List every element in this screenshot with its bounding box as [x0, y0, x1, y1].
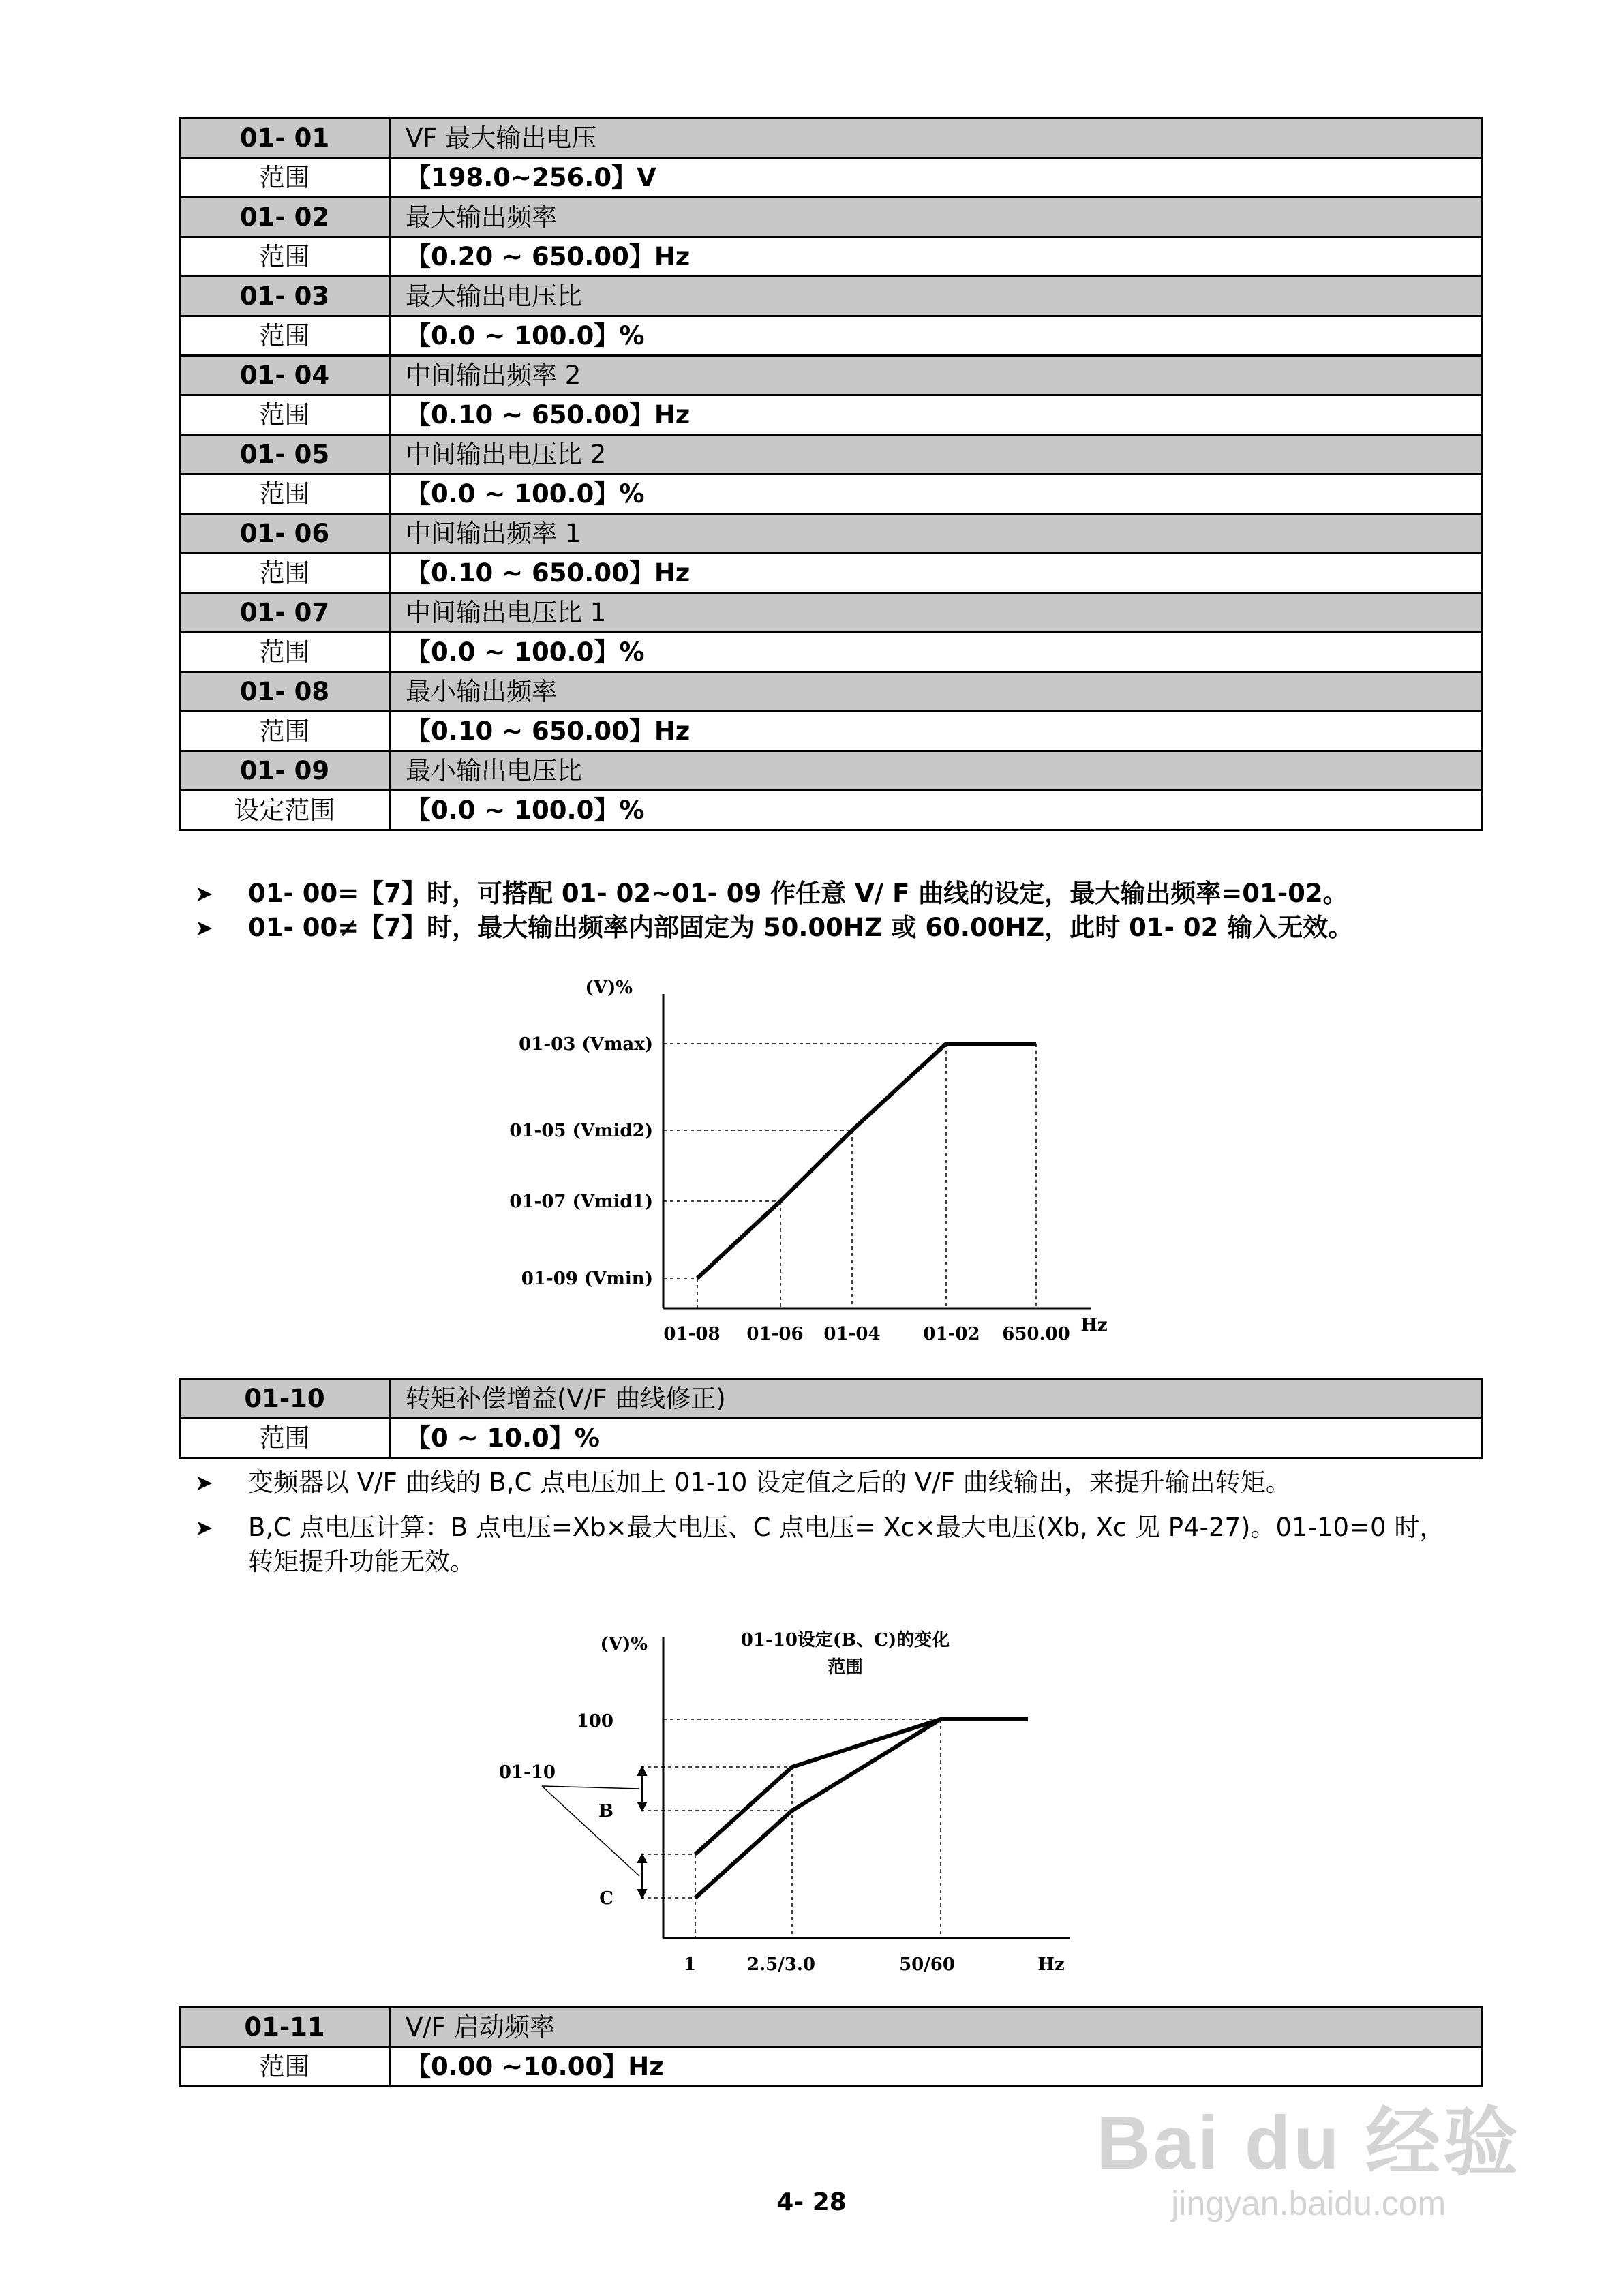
range-label: 范围 [180, 712, 390, 751]
arrow-bullet-icon: ➤ [195, 915, 213, 941]
note-item [179, 877, 1483, 911]
param-header-row [180, 751, 1483, 791]
page-number: 4- 28 [776, 2188, 847, 2216]
param-range-row [180, 633, 1483, 672]
x-label-2-5: 2.5/3.0 [747, 1954, 815, 1975]
param-range-row [180, 395, 1483, 435]
param-name: VF 最大输出电压 [390, 119, 1483, 158]
guide-lines [641, 1719, 941, 1938]
note-text: 变频器以 V/F 曲线的 B,C 点电压加上 01-10 设定值之后的 V/F 曲线输出，来提升输出转矩。 [248, 1468, 1291, 1497]
boost-arrows [638, 1767, 646, 1898]
param-code: 01- 08 [180, 672, 390, 712]
param-code: 01- 06 [180, 514, 390, 554]
label-b: B [598, 1801, 613, 1822]
vf-curve-chart [491, 968, 1138, 1363]
param-name: 中间输出电压比 2 [390, 435, 1483, 474]
range-value: 【0.0 ~ 100.0】% [390, 474, 1483, 514]
param-table-01-01-to-01-09 [179, 117, 1483, 831]
param-header-row [180, 435, 1483, 474]
param-code: 01- 01 [180, 119, 390, 158]
range-value: 【198.0~256.0】V [390, 158, 1483, 198]
callout-lines [542, 1786, 639, 1876]
y-label-vmax: 01-03 (Vmax) [519, 1034, 653, 1055]
param-table-body [180, 119, 1483, 830]
x-label-50-60: 50/60 [899, 1954, 955, 1975]
range-value: 【0.0 ~ 100.0】% [390, 316, 1483, 356]
x-unit-label: Hz [1037, 1954, 1065, 1975]
param-code: 01- 07 [180, 593, 390, 633]
note-item [179, 1511, 1483, 1579]
label-c: C [599, 1888, 613, 1909]
range-label: 范围 [180, 633, 390, 672]
x-label-0104: 01-04 [823, 1324, 881, 1344]
param-header-row [180, 593, 1483, 633]
x-label-1: 1 [683, 1954, 697, 1975]
param-range-row [180, 158, 1483, 198]
param-header-row [180, 119, 1483, 158]
range-label: 设定范围 [180, 791, 390, 830]
chart-title: 01-10设定(B、C)的变化 [740, 1630, 950, 1650]
x-label-0102: 01-02 [923, 1324, 980, 1344]
param-name: 最大输出电压比 [390, 277, 1483, 316]
watermark-brand: Bai du 经验 [1096, 2101, 1521, 2185]
x-unit-label: Hz [1080, 1315, 1108, 1335]
param-header-row [180, 198, 1483, 237]
param-header-row [180, 2008, 1483, 2047]
range-value: 【0.0 ~ 100.0】% [390, 791, 1483, 830]
note-text: B,C 点电压计算：B 点电压=Xb×最大电压、C 点电压= Xc×最大电压(Xb, Xc 见 P4-27)。01-10=0 时，转矩提升功能无效。 [248, 1513, 1445, 1576]
param-name: 转矩补偿增益(V/F 曲线修正) [390, 1379, 1483, 1419]
range-value: 【0.00 ~10.00】Hz [390, 2047, 1483, 2087]
range-label: 范围 [180, 395, 390, 435]
param-code: 01- 03 [180, 277, 390, 316]
param-table-01-11 [179, 2006, 1483, 2087]
param-header-row [180, 514, 1483, 554]
param-table-01-10 [179, 1378, 1483, 1459]
param-header-row [180, 672, 1483, 712]
param-range-row [180, 316, 1483, 356]
vf-curve-line [697, 1044, 1036, 1278]
y-label-vmid2: 01-05 (Vmid2) [509, 1121, 653, 1141]
y-unit-label: (V)% [600, 1634, 648, 1655]
param-range-row [180, 554, 1483, 593]
range-label: 范围 [180, 158, 390, 198]
param-range-row [180, 791, 1483, 830]
arrow-bullet-icon: ➤ [195, 1470, 213, 1496]
range-label: 范围 [180, 316, 390, 356]
range-label: 范围 [180, 237, 390, 277]
param-name: 中间输出电压比 1 [390, 593, 1483, 633]
param-range-row [180, 474, 1483, 514]
arrow-bullet-icon: ➤ [195, 1515, 213, 1541]
param-code: 01-11 [180, 2008, 390, 2047]
param-code: 01- 04 [180, 356, 390, 395]
y-unit-label: (V)% [585, 978, 633, 998]
param-name: 中间输出频率 1 [390, 514, 1483, 554]
param-code: 01-10 [180, 1379, 390, 1419]
torque-boost-chart [491, 1616, 1125, 1984]
y-label-vmin: 01-09 (Vmin) [521, 1269, 653, 1289]
notes-torque-boost [179, 1466, 1483, 1579]
param-code: 01- 02 [180, 198, 390, 237]
watermark-url: jingyan.baidu.com [1171, 2184, 1446, 2222]
x-label-0108: 01-08 [663, 1324, 721, 1344]
x-label-0106: 01-06 [746, 1324, 804, 1344]
note-item [179, 1466, 1483, 1500]
label-0110: 01-10 [498, 1762, 556, 1783]
chart-title-line2: 范围 [827, 1657, 864, 1678]
note-text: 01- 00≠【7】时，最大输出频率内部固定为 50.00HZ 或 60.00HZ，此时 01- 02 输入无效。 [248, 913, 1354, 942]
guide-lines [663, 1044, 1036, 1308]
param-range-row [180, 237, 1483, 277]
range-label: 范围 [180, 554, 390, 593]
param-range-row [180, 1419, 1483, 1458]
range-label: 范围 [180, 1419, 390, 1458]
range-value: 【0.10 ~ 650.00】Hz [390, 712, 1483, 751]
note-item [179, 911, 1483, 945]
range-value: 【0.20 ~ 650.00】Hz [390, 237, 1483, 277]
param-name: 最小输出频率 [390, 672, 1483, 712]
param-code: 01- 09 [180, 751, 390, 791]
x-label-650: 650.00 [1002, 1324, 1070, 1344]
range-value: 【0.10 ~ 650.00】Hz [390, 554, 1483, 593]
note-text: 01- 00=【7】时，可搭配 01- 02~01- 09 作任意 V/ F 曲线的设定，最大输出频率=01-02。 [248, 879, 1348, 908]
y-label-100: 100 [576, 1711, 613, 1732]
param-range-row [180, 2047, 1483, 2087]
range-value: 【0 ~ 10.0】% [390, 1419, 1483, 1458]
range-value: 【0.10 ~ 650.00】Hz [390, 395, 1483, 435]
range-value: 【0.0 ~ 100.0】% [390, 633, 1483, 672]
param-header-row [180, 277, 1483, 316]
param-header-row [180, 1379, 1483, 1419]
param-name: V/F 启动频率 [390, 2008, 1483, 2047]
y-label-vmid1: 01-07 (Vmid1) [509, 1192, 653, 1212]
param-name: 中间输出频率 2 [390, 356, 1483, 395]
range-label: 范围 [180, 474, 390, 514]
param-range-row [180, 712, 1483, 751]
range-label: 范围 [180, 2047, 390, 2087]
notes-vf-curve [179, 877, 1483, 945]
param-header-row [180, 356, 1483, 395]
param-name: 最大输出频率 [390, 198, 1483, 237]
param-code: 01- 05 [180, 435, 390, 474]
arrow-bullet-icon: ➤ [195, 881, 213, 907]
param-name: 最小输出电压比 [390, 751, 1483, 791]
